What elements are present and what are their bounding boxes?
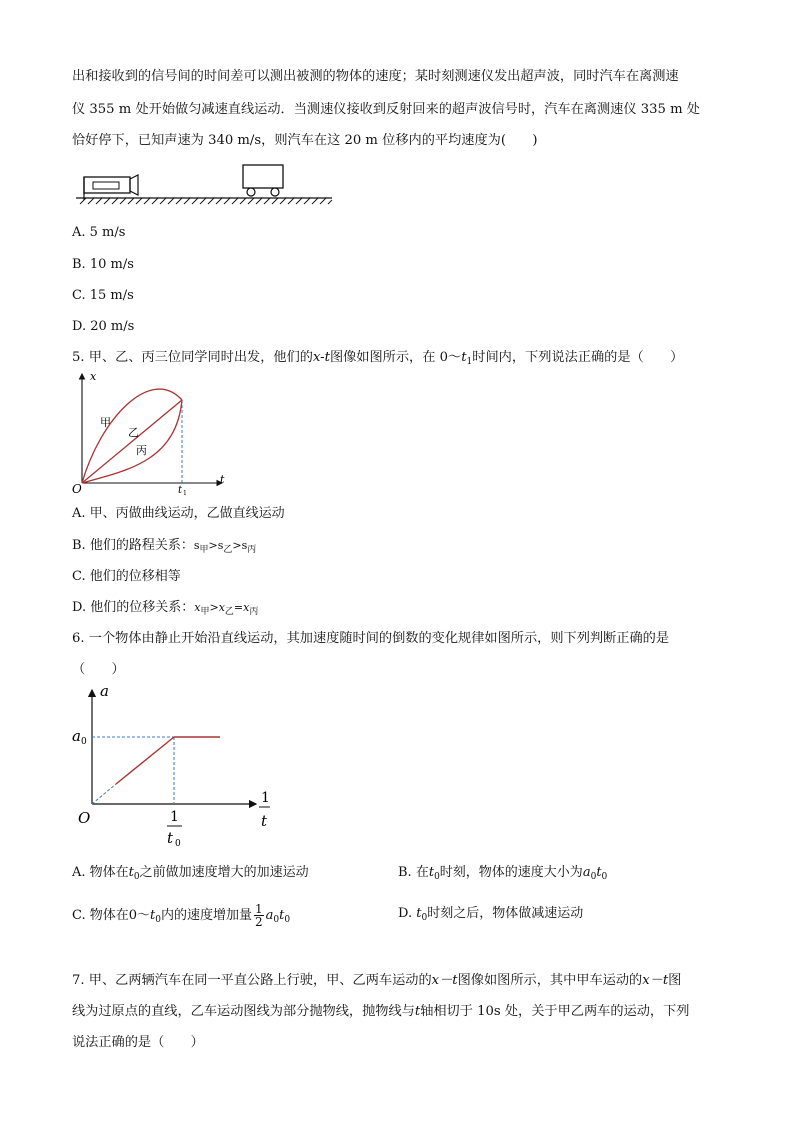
a0-sub: 0 [81, 737, 87, 747]
q6-option-a[interactable]: A. 物体在$t_0$之前做加速度增大的加速运动 [72, 865, 309, 882]
q6-option-b[interactable]: B. 在$t_0$时刻，物体的速度大小为$a_0t_0$ [398, 865, 608, 882]
q4-figure [76, 160, 336, 210]
label-yi: 乙 [128, 426, 139, 439]
q5-graph [70, 370, 240, 496]
q4-option-d[interactable]: D. 20 m/s [72, 319, 135, 334]
q5-stem: 5. 甲、乙、丙三位同学同时出发，他们的x-t图像如图所示，在 $0\sim t_1$时间内，下列说法正确的是（ ） [72, 350, 684, 367]
q7-line-2: 线为过原点的直线，乙车运动图线为部分抛物线，抛物线与t轴相切于 10s 处，关于甲乙两车的运动，下列 [72, 1004, 690, 1019]
q4-option-c[interactable]: C. 15 m/s [72, 288, 134, 303]
q6-paren: （ ） [72, 662, 125, 677]
origin-guide [92, 784, 116, 804]
t-label: t [220, 473, 225, 486]
q5-option-b[interactable]: B. 他们的路程关系：$s_甲>s_乙>s_丙$ [72, 538, 257, 555]
inv-t-num: 1 [261, 790, 270, 806]
speed-gun-body [84, 177, 130, 193]
x-label: x [90, 370, 97, 383]
q4-line-2: 仪 355 m 处开始做匀减速直线运动．当测速仪接收到反射回来的超声波信号时，汽车在离测速仪 335 m 处 [72, 102, 700, 117]
a0-label: a [72, 727, 81, 745]
inv-t0-num: 1 [170, 809, 179, 825]
cart-body [243, 165, 283, 188]
q5-option-c[interactable]: C. 他们的位移相等 [72, 569, 181, 584]
origin-label: O [72, 482, 82, 496]
q7-line-1: 7. 甲、乙两辆汽车在同一平直公路上行驶，甲、乙两车运动的x－t图像如图所示，其中甲车运动的x－t图 [72, 973, 682, 988]
label-jia: 甲 [100, 416, 111, 429]
q7-line-3: 说法正确的是（ ） [72, 1035, 204, 1050]
q4-option-a[interactable]: A. 5 m/s [72, 225, 126, 240]
half-fraction: $\frac{1}{2}$ [255, 902, 263, 929]
t1-sub: 1 [183, 490, 187, 497]
q6-option-c[interactable]: C. 物体在$0\sim t_0$内的速度增加量 $\frac{1}{2}$ $a_0t_0$ [72, 902, 291, 929]
label-bing: 丙 [136, 444, 147, 457]
inv-t0-sub: 0 [175, 839, 181, 849]
q4-option-b[interactable]: B. 10 m/s [72, 257, 134, 272]
q6-option-d[interactable]: D. $t_0$时刻之后，物体做减速运动 [398, 906, 584, 923]
q4-line-3: 恰好停下，已知声速为 340 m/s，则汽车在这 20 m 位移内的平均速度为( ) [72, 133, 538, 148]
q5-option-a[interactable]: A. 甲、丙做曲线运动，乙做直线运动 [72, 506, 285, 521]
origin-label: O [78, 809, 91, 827]
rising-segment [116, 737, 174, 784]
q5-option-d[interactable]: D. 他们的位移关系：$x_甲>x_乙=x_丙$ [72, 600, 259, 617]
inv-t-den: t [261, 812, 268, 830]
q6-stem: 6. 一个物体由静止开始沿直线运动，其加速度随时间的倒数的变化规律如图所示，则下列判断正确的是 [72, 631, 670, 646]
a-label: a [100, 682, 109, 700]
t1-label: t [178, 485, 183, 496]
inv-t0-den: t [167, 829, 174, 847]
q6-graph [70, 680, 280, 855]
q4-line-1: 出和接收到的信号间的时间差可以测出被测的物体的速度；某时刻测速仪发出超声波，同时汽车在离测速 [72, 69, 679, 84]
